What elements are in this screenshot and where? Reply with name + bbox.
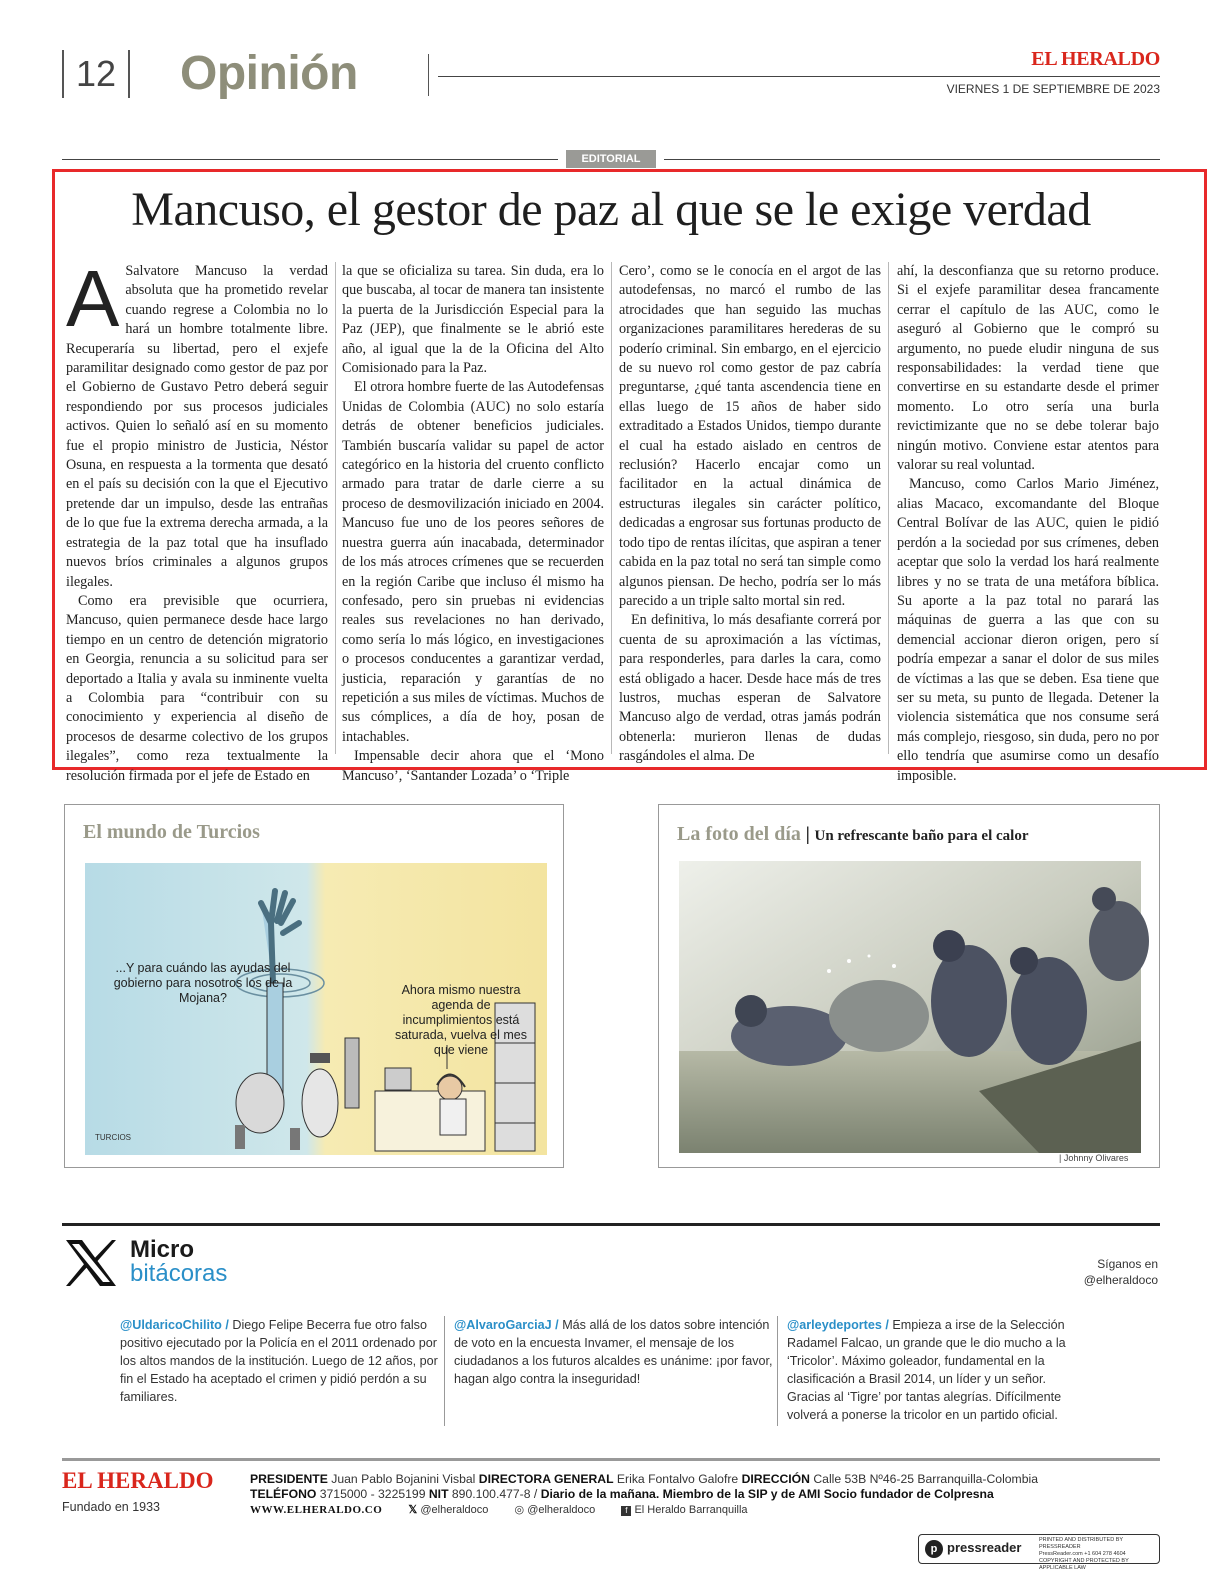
x-handle[interactable]: @elheraldoco <box>420 1504 489 1516</box>
editorial-rule-right <box>664 159 1160 160</box>
address-label: DIRECCIÓN <box>741 1472 810 1486</box>
pigeons-photo <box>679 861 1141 1153</box>
director-name: Erika Fontalvo Galofre <box>616 1472 739 1486</box>
x-logo-icon <box>64 1238 118 1288</box>
tweet-divider <box>777 1316 778 1426</box>
phone-label: TELÉFONO <box>250 1487 317 1501</box>
paragraph: la que se oficializa su tarea. Sin duda, era lo que buscaba, al tocar de manera tan insistente la puerta de la Jurisdicción Especial para la Paz (JEP), que finalmente se le abrió este año, al igual que la de la Oficina del Alto Comisionado para la Paz. <box>342 263 604 377</box>
founded-text: Fundado en 1933 <box>62 1500 161 1514</box>
drop-cap: A <box>66 254 120 343</box>
pressreader-line: PressReader.com +1 604 278 4604 <box>1039 1551 1126 1557</box>
tweet-3 <box>787 1316 1092 1424</box>
photo-image <box>679 861 1141 1153</box>
phone: 3715000 - 3225199 <box>319 1487 426 1501</box>
photo-title: La foto del día <box>677 823 801 845</box>
follow-handle: @elheraldoco <box>1083 1273 1158 1287</box>
cartoon-panel <box>64 804 564 1168</box>
instagram-handle[interactable]: @elheraldoco <box>527 1504 596 1516</box>
editorial-column-2 <box>342 262 604 784</box>
paragraph: Impensable decir ahora que el ‘Mono Mancuso’, ‘Santander Lozada’ o ‘Triple <box>342 748 604 784</box>
footer-social-line <box>250 1503 748 1518</box>
header-divider <box>428 54 429 96</box>
paragraph: Como era previsible que ocurriera, Mancuso, quien permanece desde hace largo tiempo en un centro de detención migratorio en Georgia, renuncia a su solicitud para ser deportado a Italia y avala su inminente vuelta a Colombia para “contribuir con su conocimiento y experiencia al diseño de procesos de desarme colectivo de los grupos ilegales”, como reza textualmente la resolución firmada por el jefe de Estado en <box>66 592 328 784</box>
column-divider <box>335 262 336 754</box>
tweet-text: Más allá de los datos sobre intención de voto en la encuesta Invamer, el mensaje de los ciudadanos a los futuros alcaldes es unánime: ¡por favor, hagan algo contra la inseguridad! <box>454 1318 773 1386</box>
footer-credits-line-1 <box>250 1472 1038 1487</box>
editorial-column-3 <box>619 262 881 765</box>
pressreader-line: PRINTED AND DISTRIBUTED BY PRESSREADER <box>1039 1537 1123 1550</box>
photo-credit: | Johnny Olivares <box>1059 1153 1129 1163</box>
footer-credits-line-2 <box>250 1487 994 1502</box>
footer-logo: EL HERALDO <box>62 1468 214 1493</box>
tweet-divider <box>444 1316 445 1426</box>
tweet-text: Empieza a irse de la Selección Radamel Falcao, un grande que le dio mucho a la ‘Tricolor’. Máximo goleador, fundamental en la clasificación a Brasil 2014, un líder y un señor. Gracias al ‘Tigre’ por tantas alegrías. Difícilmente volverá a ponerse la tricolor en un partido oficial. <box>787 1318 1066 1422</box>
tweet-1 <box>120 1316 440 1406</box>
website-link[interactable]: WWW.ELHERALDO.CO <box>250 1504 383 1516</box>
tweet-handle[interactable]: @AlvaroGarciaJ / <box>454 1318 559 1332</box>
editorial-headline: Mancuso, el gestor de paz al que se le exige verdad <box>131 183 1091 236</box>
facebook-handle[interactable]: El Heraldo Barranquilla <box>634 1504 748 1516</box>
paragraph: El otrora hombre fuerte de las Autodefensas Unidas de Colombia (AUC) no solo estaría detrás de obtener beneficios judiciales. También buscaría validar su papel de actor categórico en la historia del cruento conflicto armado para tratar de darle cierre a su proceso de desmovilización iniciado en 2004. Mancuso fue uno de los peores señores de nuestra guerra aún inacabada, determinador de los más atroces crímenes que se recuerden en la región Caribe que incluso él mismo ha confesado, pero sin pruebas ni evidencias reales sus revelaciones no han derivado, como sería lo más lógico, en investigaciones o procesos conducentes a garantizar verdad, justicia, reparación y garantías de no repetición a sus miles de víctimas. Muchos de sus cómplices, a día de hoy, posan de intachables. <box>342 379 604 745</box>
column-divider <box>888 262 889 754</box>
bitacoras-label: bitácoras <box>130 1260 228 1287</box>
x-icon: 𝕏 <box>408 1504 418 1516</box>
paragraph: ahí, la desconfianza que su retorno produce. Si el exjefe paramilitar desea francamente cerrar el capítulo de las AUC, como le aseguró al Gobierno que le compró su argumento, no puede eludir ninguna de sus responsabilidades: la verdad tiene que convertirse en su estandarte desde el primer momento. Lo otro sería una burla revictimizante que no se debe tolerar bajo ningún motivo. Conviene estar atentos para valorar su real voluntad. <box>897 263 1159 474</box>
issue-date: VIERNES 1 DE SEPTIEMBRE DE 2023 <box>946 82 1160 96</box>
nit: 890.100.477-8 / <box>451 1487 538 1501</box>
photo-panel <box>658 804 1160 1168</box>
micro-label: Micro <box>130 1236 195 1263</box>
title-separator: | <box>805 824 811 844</box>
masthead-logo: EL HERALDO <box>1031 48 1160 70</box>
footer-rule <box>62 1458 1160 1461</box>
header-rule <box>438 76 1160 77</box>
editorial-tag: EDITORIAL <box>566 150 656 168</box>
photo-subtitle: Un refrescante baño para el calor <box>814 828 1029 844</box>
cartoon-illustration <box>85 863 547 1155</box>
tweet-handle[interactable]: @UldaricoChilito / <box>120 1318 229 1332</box>
paragraph: Mancuso, como Carlos Mario Jiménez, alias Macaco, excomandante del Bloque Central Bolívar de las AUC, quien le pidió perdón a la sociedad por sus crímenes, deben aceptar que solo la verdad los hará realmente libres y no se trata de una metáfora bíblica. Su aporte a la paz total no parará las máquinas de guerra a las que con su demencial accionar dieron origen, pero sí podría empezar a sanar el dolor de sus miles de víctimas a las que se deben. Esa tiene que ser su meta, su punto de llegada. Detener la violencia sistemática que nos consume será más complejo, riesgoso, sin duda, pero no por ello tendría que asumirse como un desafío imposible. <box>897 476 1159 784</box>
editorial-rule-left <box>62 159 558 160</box>
address: Calle 53B Nº46-25 Barranquilla-Colombia <box>813 1472 1038 1486</box>
follow-us <box>1000 1256 1158 1288</box>
pressreader-icon: p <box>925 1540 943 1558</box>
tweet-2 <box>454 1316 774 1388</box>
photo-heading <box>677 823 1029 846</box>
column-divider <box>611 262 612 754</box>
cartoonist-signature: TURCIOS <box>95 1133 131 1142</box>
follow-text: Síganos en <box>1097 1257 1158 1271</box>
paragraph: Salvatore Mancuso la verdad absoluta que ha prometido revelar cuando regrese a Colombia no lo hará un hombre totalmente libre. Recuperaría su libertad, pero el exjefe paramilitar designado como gestor de paz por el Gobierno de Gustavo Petro deberá seguir respondiendo por sus procesos judiciales activos. Quien lo señaló así en su momento fue el propio ministro de Justicia, Néstor Osuna, en respuesta a la tormenta que desató en el país su decisión con la que el Ejecutivo pretende dar un impulso, desde las entrañas de lo que fue la extrema derecha armada, a la estrategia de la paz total que ha insuflado nuevos bríos criminales a algunos grupos ilegales. <box>66 263 328 590</box>
speech-bubble-left: ...Y para cuándo las ayudas del gobierno para nosotros los de la Mojana? <box>113 961 293 1005</box>
speech-bubble-right: Ahora mismo nuestra agenda de incumplimientos está saturada, vuelva el mes que viene <box>394 983 527 1057</box>
tagline: Diario de la mañana. Miembro de la SIP y de AMI Socio fundador de Colpresna <box>540 1487 994 1501</box>
cartoon-title: El mundo de Turcios <box>83 821 260 843</box>
tweet-text: Diego Felipe Becerra fue otro falso positivo ejecutado por la Policía en el 2011 ordenado por los altos mandos de la institución. Luego de 12 años, por fin el Estado ha aceptado el crimen y pidió perdón a su familiares. <box>120 1318 438 1404</box>
paragraph: Cero’, como se le conocía en el argot de las autodefensas, no marcó el rumbo de las atrocidades que han seguido las muchas organizaciones paramilitares herederas de su poderío criminal. Sin embargo, en el ejercicio de su nuevo rol como gestor de paz cabría preguntarse, ¿qué tanta ascendencia tiene en ellas luego de 15 años de haber sido extraditado a Estados Unidos, tiempo durante el cual ha estado aislado en centros de reclusión? Hacerlo encajar como un facilitador en la actual dinámica de estructuras ilegales sin carácter político, dedicadas a engrosar sus fortunas producto de todo tipo de rentas ilícitas, que aspiran a tener cabida en la paz total no será tan simple como algunos piensan. De hecho, podría ser lo más parecido a un triple salto mortal sin red. <box>619 263 881 609</box>
instagram-icon: ◎ <box>514 1504 525 1516</box>
nit-label: NIT <box>428 1487 449 1501</box>
tweet-handle[interactable]: @arleydeportes / <box>787 1318 889 1332</box>
section-title: Opinión <box>180 47 358 100</box>
president-label: PRESIDENTE <box>250 1472 328 1486</box>
president-name: Juan Pablo Bojanini Visbal <box>331 1472 476 1486</box>
page-number: 12 <box>62 50 130 98</box>
paragraph: En definitiva, lo más desafiante correrá por cuenta de su aproximación a las víctimas, para responderles, para darles la cara, como está obligado a hacer. Desde hace más de tres lustros, muchas esperan de Salvatore Mancuso algo de verdad, otras jamás podrán obtenerla: murieron llenas de dudas rasgándoles el alma. De <box>619 612 881 765</box>
pressreader-badge <box>918 1534 1160 1571</box>
editorial-column-1 <box>66 254 328 784</box>
editorial-column-4 <box>897 262 1159 784</box>
director-label: DIRECTORA GENERAL <box>478 1472 614 1486</box>
pressreader-line: COPYRIGHT AND PROTECTED BY APPLICABLE LAW <box>1039 1558 1129 1571</box>
micro-section-rule <box>62 1223 1160 1226</box>
pressreader-notice <box>1039 1537 1157 1572</box>
facebook-icon: f <box>621 1506 631 1516</box>
pressreader-name: pressreader <box>947 1540 1022 1555</box>
